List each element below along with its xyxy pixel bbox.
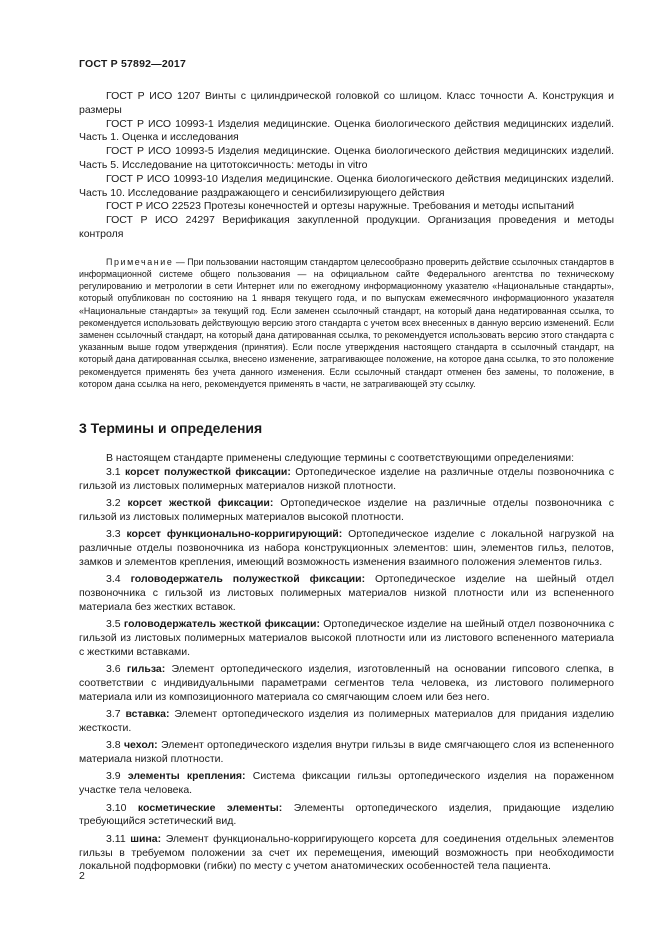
- term-item: [79, 573, 614, 614]
- page-number: 2: [79, 870, 85, 882]
- term-name: головодержатель полужесткой фиксации:: [130, 573, 366, 586]
- term-number: 3.5: [106, 618, 121, 631]
- term-name: гильза:: [126, 663, 166, 676]
- term-number: 3.1: [106, 465, 121, 478]
- document-header: ГОСТ Р 57892—2017: [79, 58, 187, 70]
- term-definition: Элемент функционально-корригирующего корсета для соединения отдельных элементов гильзы в требуемом положении за счет их перемещения, имеющий возможность при необходимости локальной подформовки (гибки) по месту с учетом анатомических особенностей тела пациента.: [79, 832, 614, 873]
- term-number: 3.7: [106, 708, 121, 721]
- terms-list: [79, 466, 614, 874]
- term-definition: Ортопедическое изделие на различные отделы позвоночника с гильзой из листовых полимерных материалов низкой плотности.: [79, 465, 615, 492]
- term-item: [79, 802, 614, 830]
- term-definition: Ортопедическое изделие на шейный отдел позвоночника с гильзой из листовых полимерных материалов низкой плотности или из вспененного материала без жестких вставок.: [79, 573, 614, 613]
- section-intro: В настоящем стандарте применены следующие термины с соответствующими определениями:: [106, 452, 575, 464]
- term-number: 3.8: [106, 739, 121, 752]
- term-number: 3.4: [106, 573, 121, 586]
- note-label: Примечание: [106, 256, 174, 267]
- term-name: головодержатель жесткой фиксации:: [123, 618, 321, 631]
- term-number: 3.3: [106, 528, 121, 541]
- term-name: вставка:: [125, 708, 170, 721]
- term-name: корсет функционально-корригирующий:: [126, 528, 343, 541]
- term-definition: Элемент ортопедического изделия из полимерных материалов для придания изделию жесткости.: [79, 708, 615, 734]
- term-definition: Элемент ортопедического изделия, изготовленный на основании гипсового слепка, в соответствии с индивидуальными параметрами сегментов тела человека, из листового полимерного материала или из композиционного материала со смягчающим слоем или без него.: [79, 663, 614, 703]
- term-name: косметические элементы:: [137, 801, 283, 814]
- term-name: корсет полужесткой фиксации:: [125, 465, 291, 478]
- term-item: [79, 466, 614, 494]
- term-definition: Ортопедическое изделие на шейный отдел позвоночника с гильзой из листовых полимерных материалов высокой плотности или из листового вспененного материала с жесткими вставками.: [79, 618, 614, 658]
- term-definition: Ортопедическое изделие на различные отделы позвоночника с гильзой из листовых полимерных материалов высокой плотности.: [79, 496, 614, 523]
- term-definition: Элементы ортопедического изделия, придающие изделию требующийся эстетический вид.: [79, 801, 614, 828]
- term-name: шина:: [130, 832, 162, 845]
- reference-item: ГОСТ Р ИСО 22523 Протезы конечностей и ортезы наружные. Требования и методы испытаний: [106, 200, 575, 213]
- term-number: 3.2: [106, 496, 121, 509]
- term-definition: Ортопедическое изделие с локальной нагрузкой на различные отделы позвоночника из набора конструкционных элементов: шин, элементов гильз, пелотов, замков и элементов крепления, имеющий возможность изменения взаимного положения элементов гильз.: [79, 528, 615, 568]
- term-name: чехол:: [123, 739, 158, 752]
- term-item: [79, 618, 614, 659]
- reference-item: ГОСТ Р ИСО 24297 Верификация закупленной продукции. Организация проведения и методы контроля: [79, 214, 614, 240]
- term-definition: Элемент ортопедического изделия внутри гильзы в виде смягчающего слоя из вспененного материала низкой плотности.: [79, 739, 614, 766]
- term-name: корсет жесткой фиксации:: [127, 496, 274, 509]
- note-text: — При пользовании настоящим стандартом целесообразно проверить действие ссылочных стандартов в информационной системе общего пользования — на официальном сайте Федерального агентства по техническому регулированию и метрологии в сети Интернет или по ежегодному информационному указателю «Национальные стандарты», который опубликован по состоянию на 1 января текущего года, и по выпускам ежемесячного информационного указателя «Национальные стандарты» за текущий год. Если заменен ссылочный стандарт, на который дана недатированная ссылка, то рекомендуется использовать действующую версию этого стандарта с учетом всех внесенных в данную версию изменений. Если заменен ссылочный стандарт, на который дана датированная ссылка, то рекомендуется использовать версию этого стандарта с указанным выше годом утверждения (принятия). Если после утверждения настоящего стандарта в ссылочный стандарт, на который дана датированная ссылка, внесено изменение, затрагивающее положение, на которое дана ссылка, то это положение рекомендуется применять без учета данного изменения. Если ссылочный стандарт отменен без замены, то положение, в котором дана ссылка на него, рекомендуется применять в части, не затрагивающей эту ссылку.: [79, 256, 614, 389]
- term-item: [79, 663, 614, 704]
- term-item: [79, 708, 614, 736]
- term-definition: Система фиксации гильзы ортопедического изделия на пораженном участке тела человека.: [79, 770, 615, 797]
- term-number: 3.9: [106, 770, 121, 783]
- term-name: элементы крепления:: [127, 770, 246, 783]
- note-paragraph: [79, 256, 614, 390]
- term-item: [79, 739, 614, 767]
- reference-item: ГОСТ Р ИСО 1207 Винты с цилиндрической головкой со шлицом. Класс точности А. Конструкция и размеры: [79, 90, 614, 116]
- references-list: [79, 90, 614, 242]
- reference-item: ГОСТ Р ИСО 10993-10 Изделия медицинские. Оценка биологического действия медицинских изделий. Часть 10. Исследование раздражающего и сенсибилизирующего действия: [79, 172, 614, 199]
- term-item: [79, 770, 614, 798]
- reference-item: ГОСТ Р ИСО 10993-5 Изделия медицинские. Оценка биологического действия медицинских изделий. Часть 5. Исследование на цитотоксичность: методы in vitro: [79, 145, 614, 171]
- term-number: 3.11: [106, 832, 126, 845]
- reference-item: ГОСТ Р ИСО 10993-1 Изделия медицинские. Оценка биологического действия медицинских изделий. Часть 1. Оценка и исследования: [79, 117, 614, 144]
- section-title: 3 Термины и определения: [79, 420, 263, 436]
- term-item: [79, 833, 614, 874]
- term-item: [79, 528, 614, 569]
- term-item: [79, 497, 614, 525]
- term-number: 3.6: [106, 663, 121, 676]
- term-number: 3.10: [106, 801, 127, 814]
- page-content: [79, 90, 614, 878]
